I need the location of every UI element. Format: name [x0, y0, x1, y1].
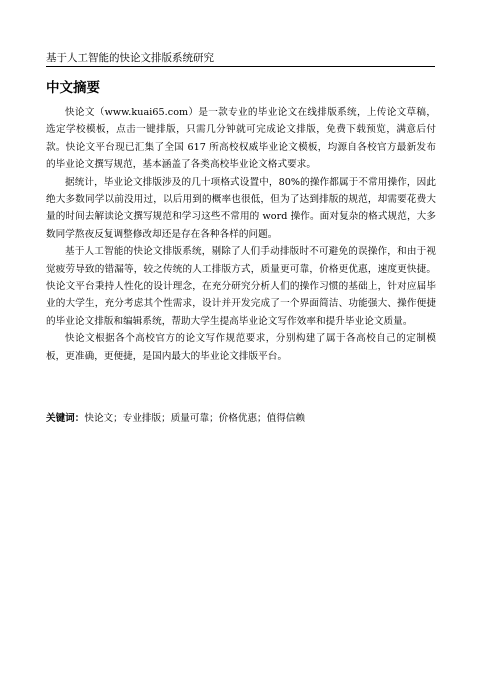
abstract-body [46, 104, 436, 365]
abstract-paragraph-1: 快论文（www.kuai65.com）是一款专业的毕业论文在线排版系统，上传论文草稿，选定学校模板，点击一键排版，只需几分钟就可完成论文排版，免费下载预览，满意后付款。快论文平台现已汇集了全国 617 所高校权威毕业论文模板，均源自各校官方最新发布的毕业论文撰写规范，基本涵盖了各类高校毕业论文格式要求。 [46, 107, 436, 171]
abstract-paragraph-2: 据统计，毕业论文排版涉及的几十项格式设置中，80%的操作都属于不常用操作，因此绝大多数同学以前没用过，以后用到的概率也很低，但为了达到排版的规范，却需要花费大量的时间去解读论文撰写规范和学习这些不常用的 word 操作。面对复杂的格式规范，大多数同学熬夜反复调整修改却还是存在各种各样的问题。 [46, 176, 436, 240]
keywords-label: 关键词： [46, 413, 85, 424]
running-header-title: 基于人工智能的快论文排版系统研究 [46, 52, 214, 64]
header-divider [46, 66, 435, 67]
abstract-heading: 中文摘要 [46, 80, 100, 96]
abstract-paragraph-4: 快论文根据各个高校官方的论文写作规范要求，分别构建了属于各高校自己的定制模板，更准确，更便捷，是国内最大的毕业论文排版平台。 [46, 333, 436, 362]
abstract-paragraph-3: 基于人工智能的快论文排版系统，剔除了人们手动排版时不可避免的误操作，和由于视觉疲劳导致的错漏等，较之传统的人工排版方式，质量更可靠，价格更优惠，速度更快捷。快论文平台秉持人性化的设计理念，在充分研究分析人们的操作习惯的基础上，针对应届毕业的大学生，充分考虑其个性需求，设计并开发完成了一个界面简洁、功能强大、操作便捷的毕业论文排版和编辑系统，帮助大学生提高毕业论文写作效率和提升毕业论文质量。 [46, 246, 436, 327]
keywords-line [46, 412, 305, 426]
keywords-text: 快论文；专业排版；质量可靠；价格优惠；值得信赖 [84, 413, 306, 424]
